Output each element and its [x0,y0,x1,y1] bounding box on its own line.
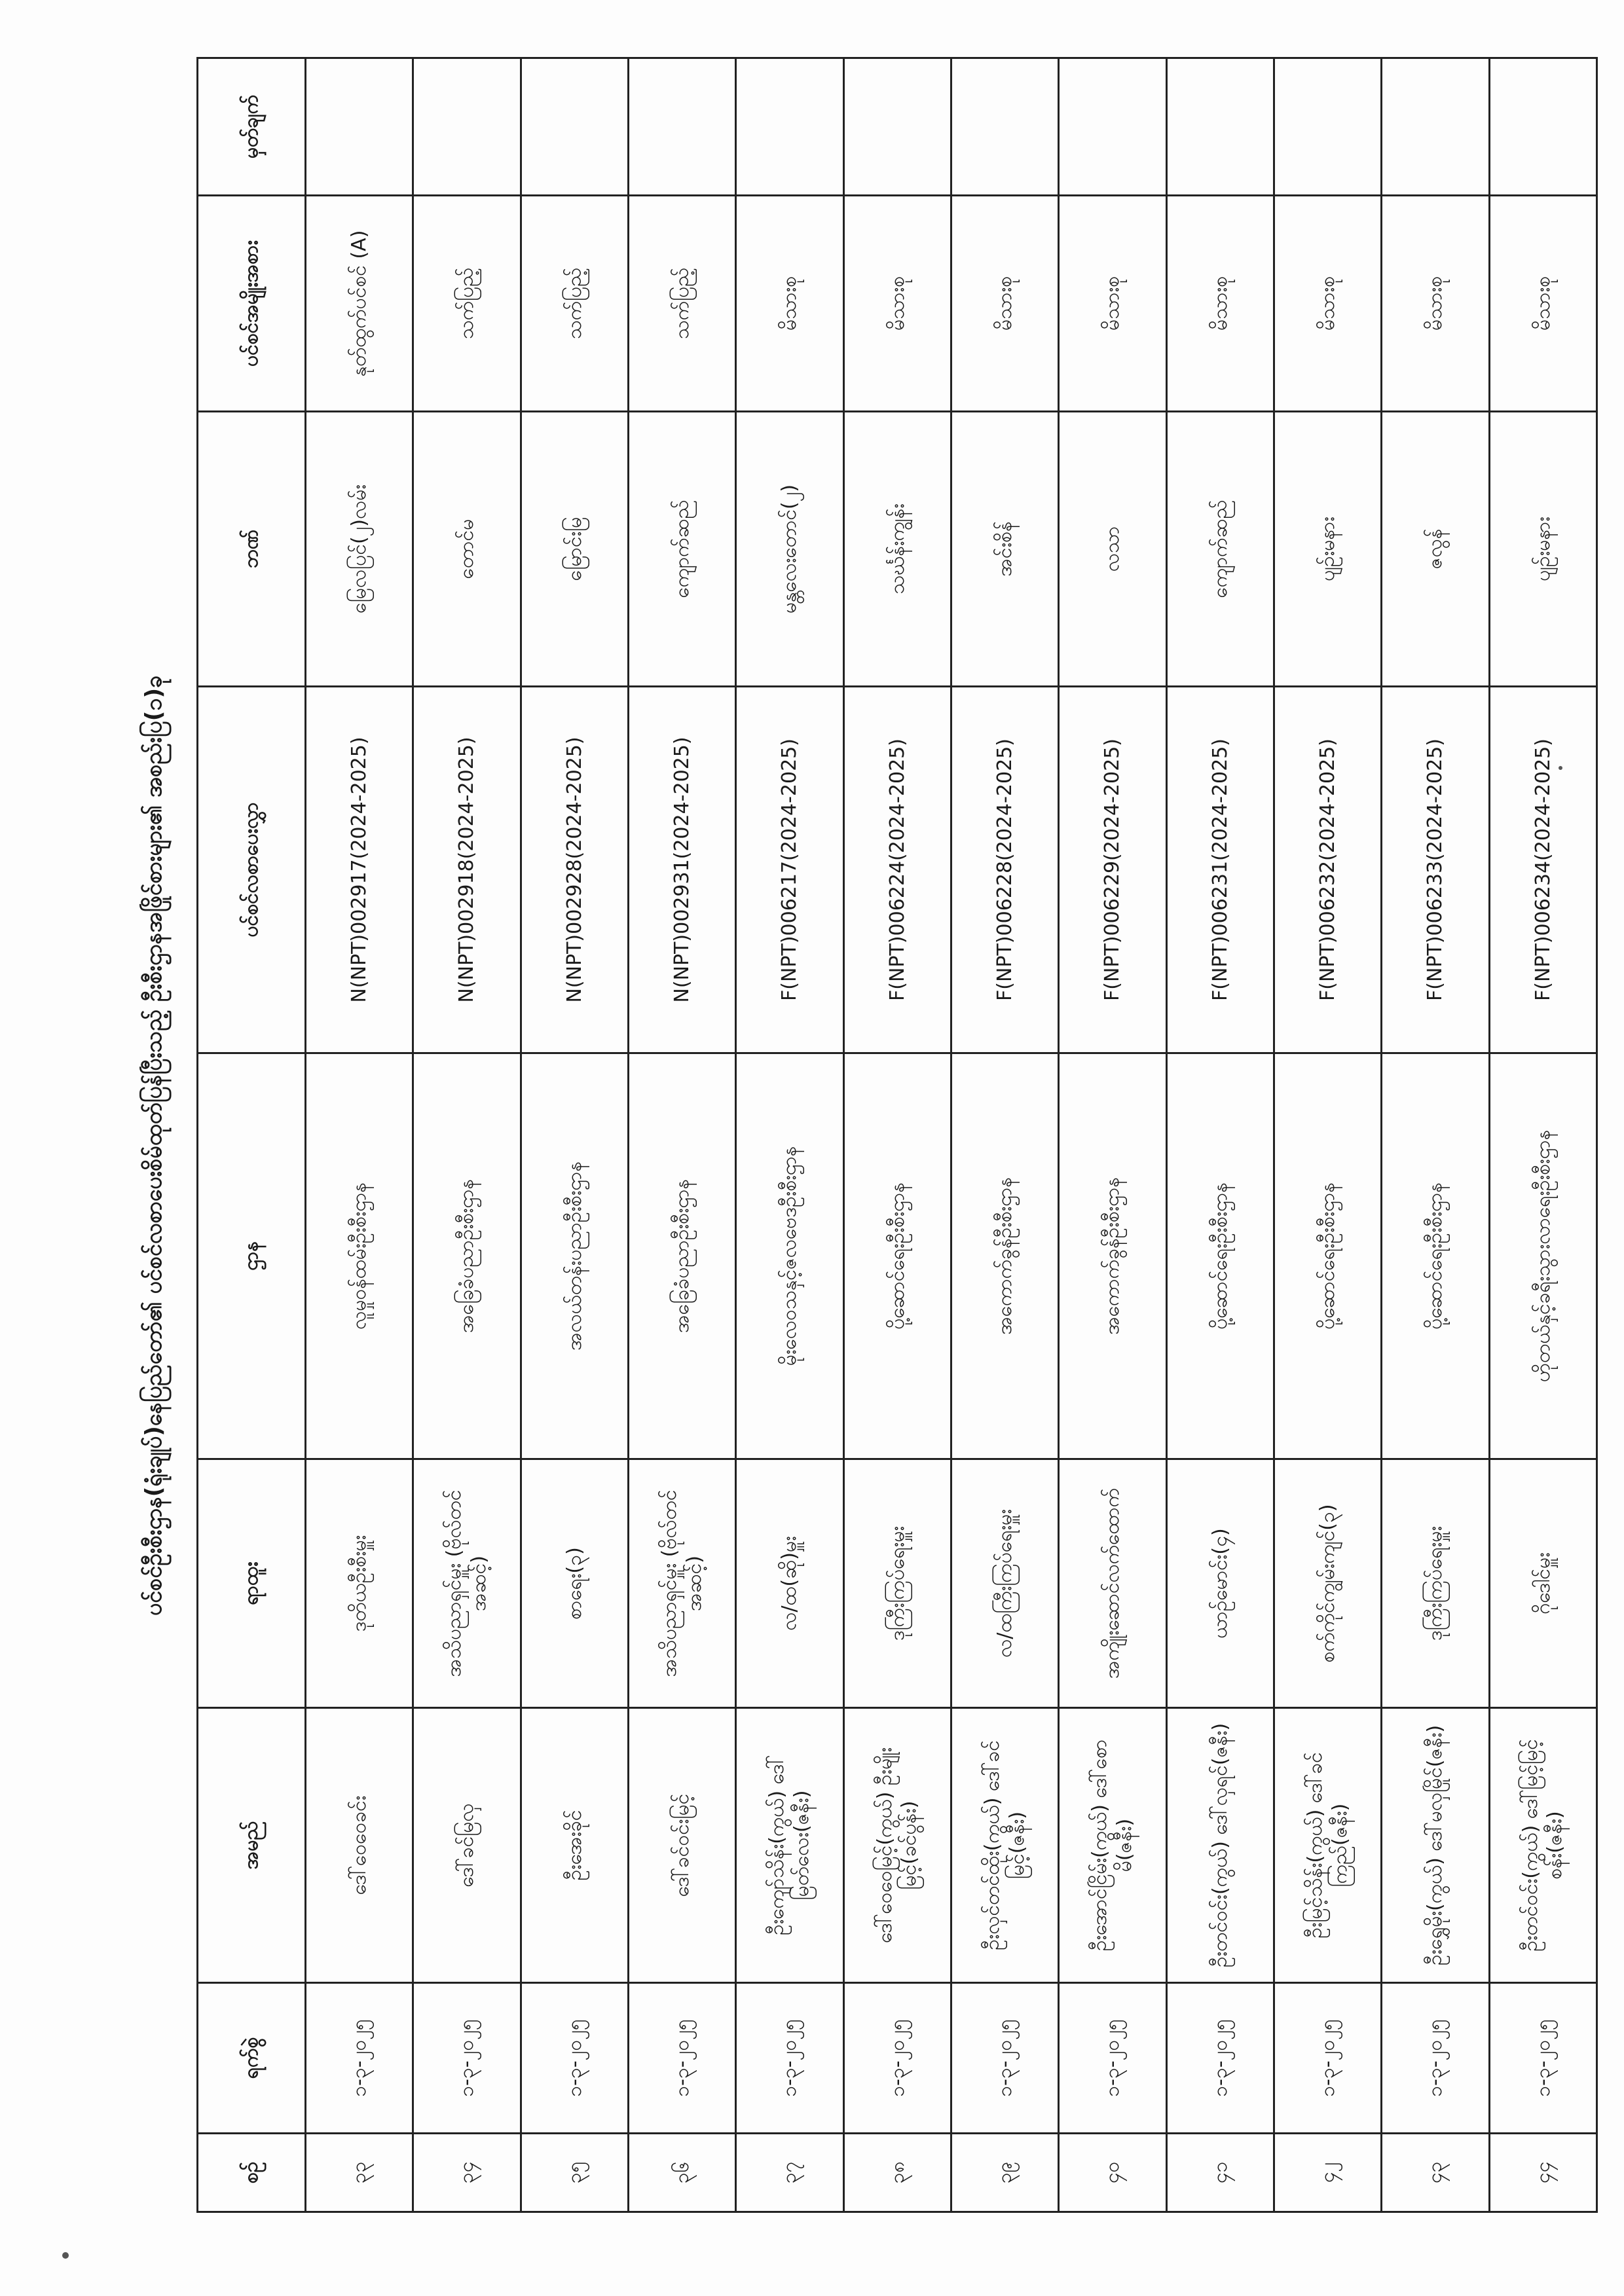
cell-ppo: N(NPT)002918(2024-2025) [413,687,521,1053]
cell-remark [951,58,1058,196]
cell-rank: စာရေး(၃) [521,1459,628,1708]
cell-ppo: N(NPT)002931(2024-2025) [628,687,735,1053]
cell-type: မိသားစု [1489,196,1596,412]
cell-ppo: N(NPT)002917(2024-2025) [306,687,413,1053]
scan-dot [62,2252,69,2259]
cell-no: ၃၆ [628,2134,735,2212]
table-row [306,58,413,2212]
cell-type: သက်ပြည့် [628,196,735,412]
cell-no: ၃၇ [736,2134,843,2212]
header-date: ရက်စွဲ [198,1983,306,2134]
cell-remark [843,58,951,196]
cell-name: ဦးကျော်သိန်း(ကွယ်) ဒေါ်မြတ်လေး(ဇနီး) [736,1708,843,1983]
cell-ppo: F(NPT)006228(2024-2025) [951,687,1058,1053]
cell-bank: ဇလွန် [1382,412,1489,687]
cell-dept: မိုးလေဝသနှင့်ဇလဗေဒဦးစီးဌာန [736,1053,843,1459]
cell-dept: အကောက်ခွန်ဦးစီးဌာန [951,1053,1058,1459]
cell-bank: လသာ [1059,412,1166,687]
cell-date: ၁-၃-၂၀၂၅ [521,1983,628,2134]
header-rank: ရာထူး [198,1459,306,1708]
cell-type: နုတ်ထွက်ပင်စင် (A) [306,196,413,412]
cell-name: ဒေါ်ဝေဝေခင်း [306,1708,413,1983]
cell-dept: လူမှုဝန်ထမ်းဦးစီးဌာန [306,1053,413,1459]
cell-remark [521,58,628,196]
cell-remark [628,58,735,196]
cell-dept: ပို့ဆောင်ရေးဦးစီးဌာန [1274,1053,1381,1459]
cell-name: ဦးရွှေမိုး(ကွယ်) ဒေါ်မလှမြိုင်(ဇနီး) [1382,1708,1489,1983]
cell-name: ဦးမြင့်သိန်း(ကွယ်) ဒေါ်ခင်ကြည်(ဇနီး) [1274,1708,1381,1983]
cell-rank: လ/ထ(ဆို)မှူး [736,1459,843,1708]
cell-remark [413,58,521,196]
cell-dept: ဟိုတယ်နှင့်ခရီးသွားလာရေးဦးစီးဌာန [1489,1053,1596,1459]
cell-bank: အင်းစိန် [951,412,1058,687]
cell-date: ၁-၃-၂၀၂၅ [1382,1983,1489,2134]
pension-table [196,57,1598,2213]
cell-dept: အခြေခံပညာဦးစီးဌာန [628,1053,735,1459]
header-dept: ဌာန [198,1053,306,1459]
cell-type: မိသားစု [843,196,951,412]
cell-remark [1166,58,1274,196]
cell-remark [736,58,843,196]
cell-rank: အကျိုးဆောင်လက်ထောက် [1059,1459,1166,1708]
cell-rank: ဒုကြီးကြပ်ရေးမှူး [843,1459,951,1708]
table-body [306,58,1597,2212]
header-no: စဉ် [198,2134,306,2212]
cell-date: ၁-၃-၂၀၂၅ [951,1983,1058,2134]
cell-no: ၄၃ [1382,2134,1489,2212]
cell-rank: ဒုကြီးကြပ်ရေးမှူး [1382,1459,1489,1708]
cell-type: မိသားစု [1382,196,1489,412]
table-row [843,58,951,2212]
cell-type: မိသားစု [1166,196,1274,412]
cell-rank: လ/ထကြီးကြပ်ရေးမှူး [951,1459,1058,1708]
cell-no: ၃၄ [413,2134,521,2212]
cell-bank: ကျောက်ဆည် [1166,412,1274,687]
header-bank: ဘဏ် [198,412,306,687]
cell-dept: အကောက်ခွန်ဦးစီးဌာန [1059,1053,1166,1459]
cell-ppo: F(NPT)006231(2024-2025) [1166,687,1274,1053]
table-row [1489,58,1596,2212]
table-row [1382,58,1489,2212]
cell-bank: တောင်မ [413,412,521,687]
cell-dept: အခြေခံပညာဦးစီးဌာန [413,1053,521,1459]
cell-date: ၁-၃-၂၀၂၅ [1274,1983,1381,2134]
cell-date: ၁-၃-၂၀၂၅ [628,1983,735,2134]
table-row [628,58,735,2212]
cell-name: ဦးအောင်ငြိမ်း(ကွယ်) ဒေါ်စောမိ(ဇနီး) [1059,1708,1166,1983]
cell-no: ၄၁ [1166,2134,1274,2212]
cell-ppo: N(NPT)002928(2024-2025) [521,687,628,1053]
cell-date: ၁-၃-၂၀၂၅ [843,1983,951,2134]
header-ppo: ပင်စင်လစာပေးလွှာ [198,687,306,1053]
cell-name: ဒေါ်ခင်ဝင်းမြင့် [628,1708,735,1983]
header-type: ပင်စင်အမျိုးအစား [198,196,306,412]
header-name: အမည် [198,1708,306,1983]
document-title: ပင်စင်ဦးစီးဌာန(ရုံးချုပ်)နေပြည်တော်၏ ပင်စင်လစာပေးစိမ်ထုတ်ပြန်ပြီးသည့် ဦးစီးဌာနအဖြိုင်စားများ၏ အစည်းပြ(၁)ခု [141,675,167,1616]
cell-ppo: F(NPT)006229(2024-2025) [1059,687,1166,1053]
cell-no: ၄၂ [1274,2134,1381,2212]
cell-ppo: F(NPT)006224(2024-2025) [843,687,951,1053]
cell-date: ၁-၃-၂၀၂၅ [1489,1983,1596,2134]
cell-dept: ပို့ဆောင်ရေးဦးစီးဌာန [1382,1053,1489,1459]
cell-no: ၄၄ [1489,2134,1596,2212]
cell-remark [306,58,413,196]
cell-rank: ဒုတိယဦးစီးမှူး [306,1459,413,1708]
cell-bank: ပျဉ်းမနား [1274,412,1381,687]
cell-ppo: F(NPT)006233(2024-2025) [1382,687,1489,1053]
table-row [1274,58,1381,2212]
cell-remark [1274,58,1381,196]
cell-bank: ကျောက်ဆည် [628,412,735,687]
cell-no: ၄၀ [1059,2134,1166,2212]
cell-type: မိသားစု [1059,196,1166,412]
table-row [1059,58,1166,2212]
rotated-content [124,52,1598,2239]
cell-bank: ပျဉ်းမနား [1489,412,1596,687]
header-remark: မှတ်ချက် [198,58,306,196]
cell-date: ၁-၃-၂၀၂၅ [413,1983,521,2134]
cell-rank: အသိပညာရှင်မှူး (ဗိုလ်တင်အဆင့်) [628,1459,735,1708]
cell-no: ၃၉ [951,2134,1058,2212]
table-row [521,58,628,2212]
cell-remark [1059,58,1166,196]
cell-no: ၃၅ [521,2134,628,2212]
cell-bank: သင်္ဃန်းကျွန်း [843,412,951,687]
cell-type: မိသားစု [951,196,1058,412]
cell-type: မိသားစု [1274,196,1381,412]
cell-name: ဦးအေးခိုင် [521,1708,628,1983]
cell-dept: အလယ်တန်းပညာဦးစီးဌာန [521,1053,628,1459]
cell-date: ၁-၃-၂၀၂၅ [736,1983,843,2134]
cell-type: မိသားစု [736,196,843,412]
cell-no: ၃၈ [843,2134,951,2212]
cell-bank: မြောင်းမြ [521,412,628,687]
scan-dot [1559,766,1562,770]
cell-name: ဒေါ်ခင်မြလှ [413,1708,521,1983]
cell-date: ၁-၃-၂၀၂၅ [306,1983,413,2134]
cell-rank: အသိပညာရှင်မှူး (ဗိုလ်တင်အဆင့်) [413,1459,521,1708]
cell-no: ၃၃ [306,2134,413,2212]
cell-bank: မြေလပြင်(၂)လမ်း [306,412,413,687]
cell-name: ဒေါ်ဝေဝေမြင့်(ကွယ်) ဦးမျိုးမြင့်(ခင်ပွန်း) [843,1708,951,1983]
cell-rank: ယာဉ်မောင်း(၄) [1166,1459,1274,1708]
cell-dept: ပို့ဆောင်ရေးဦးစီးဌာန [1166,1053,1274,1459]
table-row [1166,58,1274,2212]
cell-rank: ဂိုဒေါင်မှူး [1489,1459,1596,1708]
cell-name: ဦးတင်ဝင်း(ကွယ်) ဒေါ်လှရင်(ဇနီး) [1166,1708,1274,1983]
table-row [951,58,1058,2212]
cell-type: သက်ပြည့် [413,196,521,412]
cell-date: ၁-၃-၂၀၂၅ [1166,1983,1274,2134]
cell-type: သက်ပြည့် [521,196,628,412]
cell-bank: မန္တလေးတောင်(၂) [736,412,843,687]
cell-date: ၁-၃-၂၀၂၅ [1059,1983,1166,2134]
cell-remark [1489,58,1596,196]
cell-ppo: F(NPT)006217(2024-2025) [736,687,843,1053]
cell-ppo: F(NPT)006234(2024-2025) [1489,687,1596,1053]
cell-rank: စက်ကိုင်ကျွမ်းကျင်(၃) [1274,1459,1381,1708]
cell-name: ဦးလှင်တင်ထိုး(ကွယ်) ဒေါ်ခင်မြင့်(ဇနီး) [951,1708,1058,1983]
table-row [413,58,521,2212]
header-row [198,58,306,2212]
table-row [736,58,843,2212]
cell-dept: ပို့ဆောင်ရေးဦးစီးဌာန [843,1053,951,1459]
cell-remark [1382,58,1489,196]
cell-ppo: F(NPT)006232(2024-2025) [1274,687,1381,1053]
cell-name: ဦးတင်ဝင်း(ကွယ်) ဒေါ်မြင့်မြင့်စန်း(ဇနီး) [1489,1708,1596,1983]
